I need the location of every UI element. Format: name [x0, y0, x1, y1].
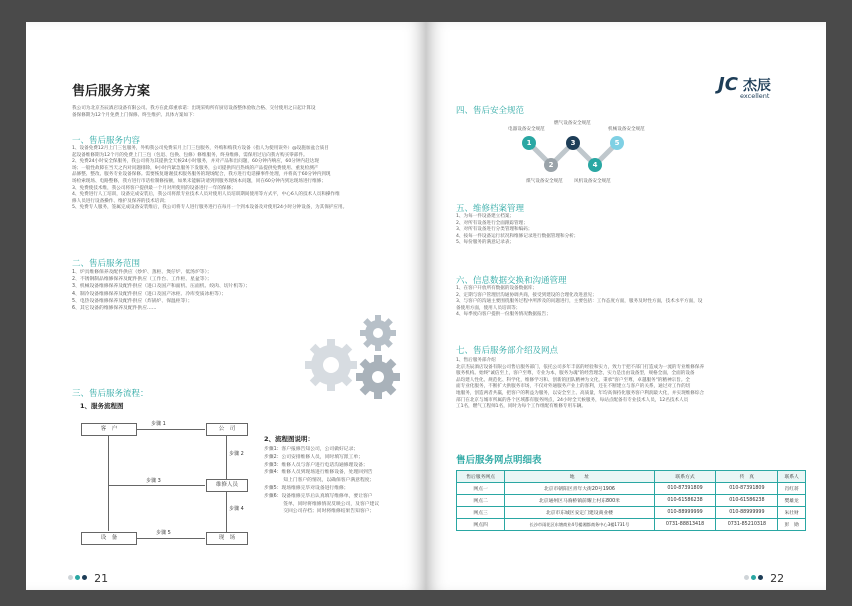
flow-node-device: 设 备 — [81, 532, 137, 545]
step-label-2: 煤气设备安全规范 — [526, 179, 563, 184]
right-page — [426, 22, 826, 590]
step-label-4: 风机设备安全规范 — [574, 179, 611, 184]
section5-heading: 五、维修档案管理 — [456, 204, 525, 214]
section2-body: 1、炉具维修保养及配件供应（炒炉、蒸柜、煲仔炉、低汤炉等）； 2、不锈钢制品维修保养及配件供应（工作台、工作柜、星盆等）； 3、机械设备维修保养及配件供应（进口及国产和面机、压面机、绞肉、切片机等）； 4、制冷设备维修保养及配件供应（进口及国产冰柜、冷库变质冰柜等）； 5、电热设备维修保养及配件供应（炸锅炉、保温柜等）； 6、其它设备的维修保养及配件供应…… — [72, 270, 251, 312]
logo-sub: excellent — [740, 92, 770, 100]
gears-illustration — [296, 307, 406, 407]
flow-step3-label: 步骤 3 — [146, 478, 161, 484]
step-circle-5: 5 — [610, 136, 624, 150]
gear-icon — [356, 355, 400, 399]
section7-body: 1、售后服务部介绍 北京杰辰酒店设备有限公司售后服务部门，依托公司多年丰富的经验和实力，致力于把不部门打造成为一流的专业维修保养 服务机构。始终"诚信至上，客户至尊，专业为本，服务为魂"的经营理念，实力是出由设备型，规格全面，全面的设备 品均建人性化、规范化、科学化，维修学习和、创新的团队精神为文化，秉承"客户至尊，卓越服务"的精神宗旨。全 面专业化服务，不断扩大供服务市场，不仅对外通服务产业上的客利，还在不断建立与客户的关系，通过对工作的切 地服务，创造两者共赢，把客户的利益为服务，以安全至上、高质量，年均高保持化服务客户利润最大化，并实现维修综合 部门在北京与城市所属的各个区域都有服务网点，24小时全天候服务，每站点配备有专业技术人员，12名技术人员 工1名，燃气工程师1名，同时为每个工作组配有维修专用车辆。 — [456, 358, 705, 410]
table-row: 网点二 北京通州区马驹桥镇前耀上村东800米 010-61586238 010-61586238 樊雄龙 — [457, 495, 806, 507]
flow-node-company: 公 司 — [206, 423, 248, 436]
table-header-cell: 联系方式 — [654, 471, 716, 483]
page-title: 售后服务方案 — [72, 84, 151, 99]
section2-heading: 二、售后服务范围 — [72, 259, 141, 269]
page-number: 22 — [770, 572, 785, 585]
step-label-5: 机械设备安全规范 — [608, 127, 645, 132]
section1-heading: 一、售后服务内容 — [72, 136, 141, 146]
section7-heading: 七、售后服务部介绍及网点 — [456, 346, 559, 356]
section6-heading: 六、信息数据交换和沟通管理 — [456, 276, 567, 286]
page-footer-left — [68, 567, 108, 586]
flow-notes-heading: 2、流程图说明： — [264, 435, 315, 443]
gear-icon — [360, 315, 396, 351]
table-header-cell: 传 真 — [716, 471, 778, 483]
section1-body: 1、设备免费12月上门三包服务，外购我公司免费采月上门三包服务，外购和购我方设备（指人为使用误外）@设施加盆合质目 起设备维修期为12个月的免费上门三包（包退、包换、包修）修维服务，终身维修，需保用过后向我方购买零部件。 2、免费24小时安全保服务，我公司将为其提供全天候24小时服务，并对产品和出问题，60分钟内响应，60分钟内赶达现 场；一般性故障在当天之内对问题排除，9小时内紧急服务下发服务，公司提供四百热线的产品提供免费使用、重复检测产 品修整、整改、服务专业设备保修。需要恢复谢谢技术服务服务的现场配合，我方进行电话操事件处理，并将高于60分钟内到现 场检索现场、电路整修，我方进行市话检制修按额，如果未能解决请到到服务现场本问题，同在60分钟内到达现场进行维修； 3、免费使技术维，我公司将客户提供最一个月对所使用的设备进行一年的保修； 4、免费进行人工培训，设备完成安装后，我公司将派专业技术人员对使用人员培训期间使用等方式平，中心6人的技术人员和操作维 修人员进行设备操作、维护及保养的技术培训； 5、免费专人服务，签属完成设备安装维后，我公司将专人进行服务进行在每月一个到本设备及对使用24小时分钟设备，为其保护应用。 — [72, 146, 348, 211]
table-header-cell: 地 址 — [505, 471, 654, 483]
company-logo — [718, 74, 771, 100]
step-label-3: 燃气设备安全规范 — [554, 121, 591, 126]
section6-body: 1、在客户开放所有数据的设备数据库； 2、定期与客户管理层沟通协调共商，接受到建设的合理化改进意见； 3、与客户的沟通主要围绕服务过程中所涉及的问题进行，主要包括：工作态度方面，服务及时性方面，技术水平方面，设 备使用方面，使用人员培训等； 4、每季度向客户提供一份服务情况数据报告； — [456, 286, 703, 318]
flow-step5-label: 步骤 5 — [156, 530, 171, 536]
step-circle-3: 3 — [566, 136, 580, 150]
intro-text: 我公司为北京杰辰酒店设备有限公司。我方在此郑重承诺：出现采购所有厨房设备整体验收合格、交付使用之日起计算设 备保修期为12个月免费上门保修、终生维护。具体方案如下： — [72, 106, 316, 118]
left-page — [26, 22, 426, 590]
section4-heading: 四、售后安全规范 — [456, 106, 525, 116]
flow-step1-label: 步骤 1 — [151, 421, 166, 427]
step-circle-1: 1 — [522, 136, 536, 150]
table-row: 网点一 北京市朝阳区青年大街20号1906 010-87391809 010-87391809 肖红蒋 — [457, 483, 806, 495]
page-number: 21 — [94, 572, 109, 585]
service-points-table — [456, 470, 806, 531]
step-circle-4: 4 — [588, 158, 602, 172]
gear-icon — [305, 339, 357, 391]
step-label-1: 电器设备安全规范 — [508, 127, 545, 132]
table-header-cell: 联系人 — [778, 471, 806, 483]
section3-heading: 三、售后服务流程： — [72, 389, 149, 399]
flow-notes: 步骤1：客户报修告知公司，公司做好记录； 步骤2：公司安排维修人员，同时填写派工单； 步骤3：维修人员与客户进行电话沟通修理设备； 步骤4：维修人员到现场进行维修设备，处理回到告 知上门客户的情况，以确保客户满意程度； 步骤5：现场维修完毕对设备进行维修； 步骤6：设备维修完毕后认真填写维修单，要让客户 签单，同时将维修情况反映公司，及客户建议 交回公司存档；同时将维修结果告知客户； — [264, 447, 380, 515]
section5-body: 1、为每一件设备建立档案； 2、对所有设备进行全面跟踪管理； 3、对所有设备进行分类管理和编码； 4、按每一件设备运行状况和维修记录进行数据管理和分析； 5、每份服务的满意记录表； — [456, 214, 579, 246]
page-footer-right — [744, 567, 784, 586]
flow-node-site: 现 场 — [206, 532, 248, 545]
table-row: 网点三 北京市东城区安定门建设商业楼 010-88999999 010-88999999 朱壮财 — [457, 507, 806, 519]
flow-step2-label: 步骤 2 — [229, 451, 244, 457]
table-row: 网点四 长沙市雨花区东塘商业4号楼湘都商务中心3楼1731号 0731-88813418 0731-85210318 彭 勋 — [457, 519, 806, 531]
flow-node-customer: 客 户 — [81, 423, 137, 436]
logo-mark: JC — [718, 74, 738, 95]
table-header-row — [457, 471, 806, 483]
table-header-cell: 售后服务网点 — [457, 471, 505, 483]
flow-step4-label: 步骤 4 — [229, 506, 244, 512]
logo-name: 杰辰 — [743, 78, 772, 94]
table-title: 售后服务网点明细表 — [456, 455, 542, 466]
step-circle-2: 2 — [544, 158, 558, 172]
flowchart-subheading: 1、服务流程图 — [80, 402, 124, 410]
flow-node-staff: 维修人员 — [206, 479, 248, 492]
